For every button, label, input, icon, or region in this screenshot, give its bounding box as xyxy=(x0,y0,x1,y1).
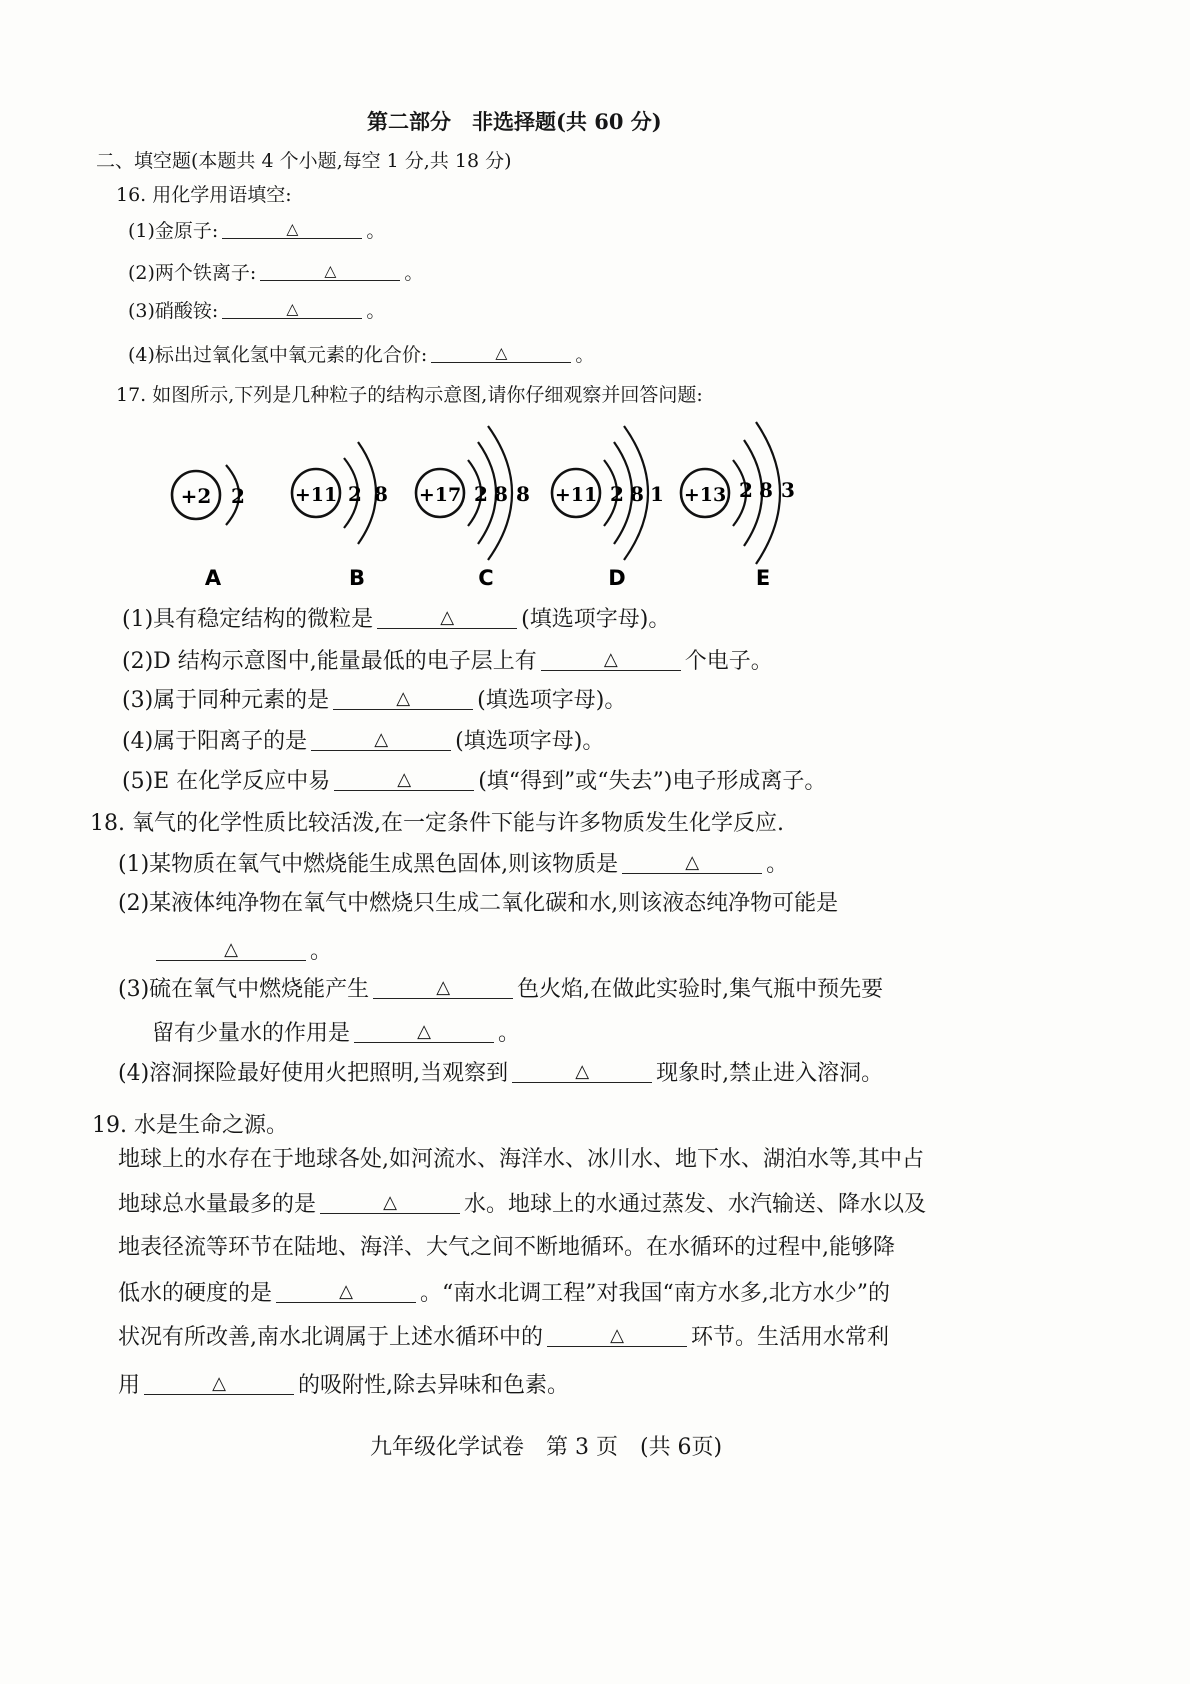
q17-stem: 17. 如图所示,下列是几种粒子的结构示意图,请你仔细观察并回答问题: xyxy=(116,384,703,406)
nucleus-charge: +13 xyxy=(683,484,727,506)
answer-blank[interactable]: △ xyxy=(373,975,513,999)
particle-label: D xyxy=(608,566,626,590)
particle-structure-diagram xyxy=(0,420,1190,600)
particle-C xyxy=(416,426,530,590)
shell-electrons: 1 xyxy=(650,482,664,506)
q18-item-3-line2: 留有少量水的作用是 △ 。 xyxy=(152,1016,520,1047)
q16-item-1: (1)金原子: △ 。 xyxy=(128,220,386,242)
q16-item-2: (2)两个铁离子: △ 。 xyxy=(128,262,424,284)
q16-item-3: (3)硝酸铵: △ 。 xyxy=(128,300,386,322)
answer-blank[interactable]: △ xyxy=(377,605,517,629)
q18-item-1: (1)某物质在氧气中燃烧能生成黑色固体,则该物质是 △ 。 xyxy=(118,847,788,878)
shell-electrons: 2 xyxy=(610,482,624,506)
particle-B xyxy=(292,442,388,590)
part-heading: 二、填空题(本题共 4 个小题,每空 1 分,共 18 分) xyxy=(96,150,512,172)
q18-item-3-line1: (3)硫在氧气中燃烧能产生 △ 色火焰,在做此实验时,集气瓶中预先要 xyxy=(118,972,883,1003)
q19-line-4: 低水的硬度的是 △ 。“南水北调工程”对我国“南方水多,北方水少”的 xyxy=(118,1276,890,1307)
shell-electrons: 8 xyxy=(759,478,773,502)
q17-item-1: (1)具有稳定结构的微粒是 △ (填选项字母)。 xyxy=(122,602,670,633)
answer-blank[interactable]: △ xyxy=(333,686,473,710)
answer-blank[interactable]: △ xyxy=(334,767,474,791)
answer-blank[interactable]: △ xyxy=(354,1019,494,1043)
answer-blank[interactable]: △ xyxy=(320,1190,460,1214)
q19-line-3: 地表径流等环节在陆地、海洋、大气之间不断地循环。在水循环的过程中,能够降 xyxy=(118,1235,895,1260)
particle-label: B xyxy=(348,566,366,590)
answer-blank[interactable]: △ xyxy=(222,218,362,239)
q19-line-5: 状况有所改善,南水北调属于上述水循环中的 △ 环节。生活用水常利 xyxy=(118,1320,889,1351)
q19-stem: 19. 水是生命之源。 xyxy=(92,1113,288,1138)
q19-line-1: 地球上的水存在于地球各处,如河流水、海洋水、冰川水、地下水、湖泊水等,其中占 xyxy=(118,1147,924,1172)
answer-blank[interactable]: △ xyxy=(431,342,571,363)
q16-stem: 16. 用化学用语填空: xyxy=(116,184,292,206)
page-footer: 九年级化学试卷 第 3 页 (共 6页) xyxy=(370,1435,723,1460)
shell-electrons: 8 xyxy=(630,482,644,506)
shell-electrons: 2 xyxy=(348,482,362,506)
particle-D xyxy=(552,426,664,590)
shell-electrons: 2 xyxy=(739,478,753,502)
answer-blank[interactable]: △ xyxy=(311,727,451,751)
shell-electrons: 3 xyxy=(781,478,795,502)
particle-A xyxy=(172,465,245,590)
q16-item-4: (4)标出过氧化氢中氧元素的化合价: △ 。 xyxy=(128,344,595,366)
answer-blank[interactable]: △ xyxy=(276,1279,416,1303)
shell-electrons: 8 xyxy=(374,482,388,506)
answer-blank[interactable]: △ xyxy=(512,1059,652,1083)
nucleus-charge: +11 xyxy=(294,484,338,506)
section-title: 第二部分 非选择题(共 60 分) xyxy=(367,109,662,134)
shell-electrons: 2 xyxy=(474,482,488,506)
q19-line-2: 地球总水量最多的是 △ 水。地球上的水通过蒸发、水汽输送、降水以及 xyxy=(118,1187,926,1218)
shell-electrons: 8 xyxy=(516,482,530,506)
q17-item-2: (2)D 结构示意图中,能量最低的电子层上有 △ 个电子。 xyxy=(122,644,773,675)
answer-blank[interactable]: △ xyxy=(260,260,400,281)
answer-blank[interactable]: △ xyxy=(156,937,306,961)
q19-line-6: 用 △ 的吸附性,除去异味和色素。 xyxy=(118,1368,569,1399)
answer-blank[interactable]: △ xyxy=(144,1371,294,1395)
nucleus-charge: +2 xyxy=(180,484,212,508)
particle-label: E xyxy=(755,566,771,590)
particle-label: A xyxy=(204,566,222,590)
q17-item-4: (4)属于阳离子的是 △ (填选项字母)。 xyxy=(122,724,604,755)
answer-blank[interactable]: △ xyxy=(541,647,681,671)
shell-electrons: 8 xyxy=(494,482,508,506)
q18-stem: 18. 氧气的化学性质比较活泼,在一定条件下能与许多物质发生化学反应. xyxy=(90,811,784,836)
shell-electrons: 2 xyxy=(231,484,245,508)
answer-blank[interactable]: △ xyxy=(547,1323,687,1347)
q18-item-4: (4)溶洞探险最好使用火把照明,当观察到 △ 现象时,禁止进入溶洞。 xyxy=(118,1056,883,1087)
nucleus-charge: +17 xyxy=(418,484,462,506)
particle-label: C xyxy=(478,566,494,590)
answer-blank[interactable]: △ xyxy=(622,850,762,874)
q18-item-2-line1: (2)某液体纯净物在氧气中燃烧只生成二氧化碳和水,则该液态纯净物可能是 xyxy=(118,891,839,916)
q17-item-3: (3)属于同种元素的是 △ (填选项字母)。 xyxy=(122,683,626,714)
q18-item-2-line2: △ 。 xyxy=(152,934,332,965)
q17-item-5: (5)E 在化学反应中易 △ (填“得到”或“失去”)电子形成离子。 xyxy=(122,764,826,795)
nucleus-charge: +11 xyxy=(554,484,598,506)
particle-E xyxy=(681,422,795,590)
answer-blank[interactable]: △ xyxy=(222,298,362,319)
